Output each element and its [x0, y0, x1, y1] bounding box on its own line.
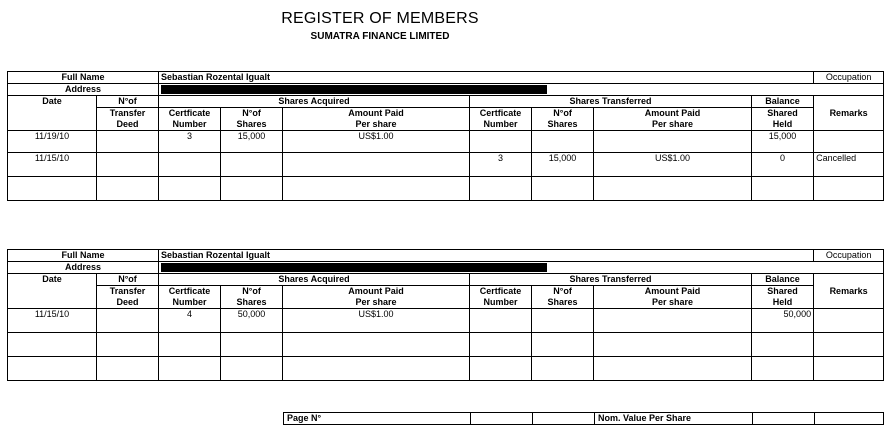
acq-shares-header — [221, 108, 283, 131]
deed-header-line2: Transfer — [109, 286, 146, 296]
full-name-label: Full Name — [8, 72, 159, 84]
address-redaction — [161, 263, 547, 272]
acq-cert-header-line2: Number — [172, 119, 207, 129]
remarks-header: Remarks — [814, 274, 884, 309]
nominal-value-value — [753, 413, 815, 425]
row-date: 11/15/10 — [8, 309, 97, 333]
row-deed — [97, 153, 159, 177]
date-header: Date — [8, 96, 97, 131]
page-number-label: Page N° — [284, 413, 471, 425]
row-acq-amount: US$1.00 — [283, 131, 470, 153]
empty-cell — [470, 177, 532, 201]
empty-cell — [8, 357, 97, 381]
full-name-label: Full Name — [8, 250, 159, 262]
empty-cell — [752, 177, 814, 201]
tr-cert-header-line1: Certficate — [479, 108, 522, 118]
tr-cert-header-line2: Number — [483, 297, 518, 307]
member-register-1 — [7, 71, 884, 201]
tr-shares-header-line1: N°of — [553, 108, 572, 118]
deed-header — [97, 108, 159, 131]
tr-amount-header — [594, 108, 752, 131]
row-acq-cert: 3 — [159, 131, 221, 153]
member-address — [159, 84, 884, 96]
table-row — [8, 131, 884, 153]
row-balance: 15,000 — [752, 131, 814, 153]
acq-shares-header-line1: N°of — [242, 108, 261, 118]
empty-cell — [97, 333, 159, 357]
empty-cell — [470, 357, 532, 381]
tr-amount-header-line1: Amount Paid — [644, 108, 701, 118]
register-footer — [283, 412, 884, 425]
empty-cell — [532, 333, 594, 357]
tr-amount-header — [594, 286, 752, 309]
row-tr-shares: 15,000 — [532, 153, 594, 177]
tr-shares-header-line2: Shares — [547, 119, 578, 129]
empty-cell — [8, 333, 97, 357]
acq-cert-header-line1: Certficate — [168, 286, 211, 296]
tr-shares-header-line2: Shares — [547, 297, 578, 307]
row-acq-amount: US$1.00 — [283, 309, 470, 333]
balance-header-line1: Balance — [752, 274, 814, 286]
deed-header-line1: N°of — [97, 274, 159, 286]
acq-amount-header — [283, 108, 470, 131]
footer-empty-cell — [533, 413, 595, 425]
empty-cell — [221, 357, 283, 381]
row-date: 11/19/10 — [8, 131, 97, 153]
empty-cell — [97, 177, 159, 201]
acq-shares-header-line2: Shares — [236, 119, 267, 129]
balance-header-line3: Held — [772, 119, 793, 129]
balance-header-line1: Balance — [752, 96, 814, 108]
remarks-header: Remarks — [814, 96, 884, 131]
shares-transferred-header: Shares Transferred — [470, 96, 752, 108]
row-balance: 0 — [752, 153, 814, 177]
balance-header-line2: Shared — [767, 286, 798, 296]
row-tr-amount — [594, 131, 752, 153]
empty-cell — [221, 333, 283, 357]
deed-header-line3: Deed — [116, 119, 139, 129]
deed-header — [97, 286, 159, 309]
row-tr-cert — [470, 309, 532, 333]
empty-cell — [283, 357, 470, 381]
company-name: SUMATRA FINANCE LIMITED — [310, 31, 450, 42]
deed-header-line3: Deed — [116, 297, 139, 307]
shares-acquired-header: Shares Acquired — [159, 274, 470, 286]
empty-cell — [532, 357, 594, 381]
address-redaction — [161, 85, 547, 94]
member-full-name: Sebastian Rozental Igualt — [159, 72, 814, 84]
acq-amount-header-line2: Per share — [355, 119, 397, 129]
table-row — [8, 357, 884, 381]
acq-shares-header — [221, 286, 283, 309]
empty-cell — [752, 357, 814, 381]
acq-shares-header-line1: N°of — [242, 286, 261, 296]
empty-cell — [8, 177, 97, 201]
table-row — [8, 153, 884, 177]
row-acq-shares: 15,000 — [221, 131, 283, 153]
empty-cell — [814, 333, 884, 357]
row-date: 11/15/10 — [8, 153, 97, 177]
empty-cell — [594, 357, 752, 381]
empty-cell — [283, 177, 470, 201]
empty-cell — [594, 177, 752, 201]
document-title: REGISTER OF MEMBERS — [281, 10, 479, 27]
table-row — [8, 309, 884, 333]
row-balance: 50,000 — [752, 309, 814, 333]
acq-amount-header — [283, 286, 470, 309]
row-acq-cert: 4 — [159, 309, 221, 333]
row-tr-cert — [470, 131, 532, 153]
empty-cell — [159, 177, 221, 201]
occupation-label: Occupation — [814, 72, 884, 84]
tr-shares-header — [532, 286, 594, 309]
tr-cert-header — [470, 286, 532, 309]
empty-cell — [159, 357, 221, 381]
empty-cell — [159, 333, 221, 357]
empty-cell — [283, 333, 470, 357]
acq-amount-header-line1: Amount Paid — [348, 286, 404, 296]
address-label: Address — [8, 262, 159, 274]
empty-cell — [470, 333, 532, 357]
tr-cert-header-line2: Number — [483, 119, 518, 129]
acq-amount-header-line1: Amount Paid — [348, 108, 404, 118]
address-label: Address — [8, 84, 159, 96]
balance-header — [752, 286, 814, 309]
row-acq-shares — [221, 153, 283, 177]
row-tr-shares — [532, 309, 594, 333]
row-tr-cert: 3 — [470, 153, 532, 177]
acq-cert-header — [159, 286, 221, 309]
acq-shares-header-line2: Shares — [236, 297, 267, 307]
acq-cert-header-line2: Number — [172, 297, 207, 307]
nominal-value-label: Nom. Value Per Share — [595, 413, 753, 425]
balance-header — [752, 108, 814, 131]
tr-amount-header-line2: Per share — [652, 297, 694, 307]
table-row — [8, 333, 884, 357]
date-header: Date — [8, 274, 97, 309]
row-remarks: Cancelled — [814, 153, 884, 177]
shares-acquired-header: Shares Acquired — [159, 96, 470, 108]
balance-header-line3: Held — [772, 297, 793, 307]
page-number-value — [471, 413, 533, 425]
tr-amount-header-line2: Per share — [652, 119, 694, 129]
row-remarks — [814, 131, 884, 153]
member-register-2 — [7, 249, 884, 381]
empty-cell — [594, 333, 752, 357]
occupation-label: Occupation — [814, 250, 884, 262]
deed-header-line1: N°of — [97, 96, 159, 108]
footer-empty-cell — [815, 413, 884, 425]
member-full-name: Sebastian Rozental Igualt — [159, 250, 814, 262]
tr-cert-header-line1: Certficate — [479, 286, 522, 296]
row-acq-shares: 50,000 — [221, 309, 283, 333]
row-acq-amount — [283, 153, 470, 177]
shares-transferred-header: Shares Transferred — [470, 274, 752, 286]
tr-cert-header — [470, 108, 532, 131]
empty-cell — [97, 357, 159, 381]
row-deed — [97, 309, 159, 333]
deed-header-line2: Transfer — [109, 108, 146, 118]
table-row — [8, 177, 884, 201]
tr-amount-header-line1: Amount Paid — [644, 286, 701, 296]
empty-cell — [752, 333, 814, 357]
empty-cell — [532, 177, 594, 201]
empty-cell — [814, 177, 884, 201]
empty-cell — [221, 177, 283, 201]
row-remarks — [814, 309, 884, 333]
tr-shares-header-line1: N°of — [553, 286, 572, 296]
row-tr-amount — [594, 309, 752, 333]
acq-cert-header — [159, 108, 221, 131]
acq-amount-header-line2: Per share — [355, 297, 397, 307]
balance-header-line2: Shared — [767, 108, 798, 118]
row-acq-cert — [159, 153, 221, 177]
member-address — [159, 262, 884, 274]
row-deed — [97, 131, 159, 153]
row-tr-shares — [532, 131, 594, 153]
tr-shares-header — [532, 108, 594, 131]
empty-cell — [814, 357, 884, 381]
acq-cert-header-line1: Certficate — [168, 108, 211, 118]
row-tr-amount: US$1.00 — [594, 153, 752, 177]
